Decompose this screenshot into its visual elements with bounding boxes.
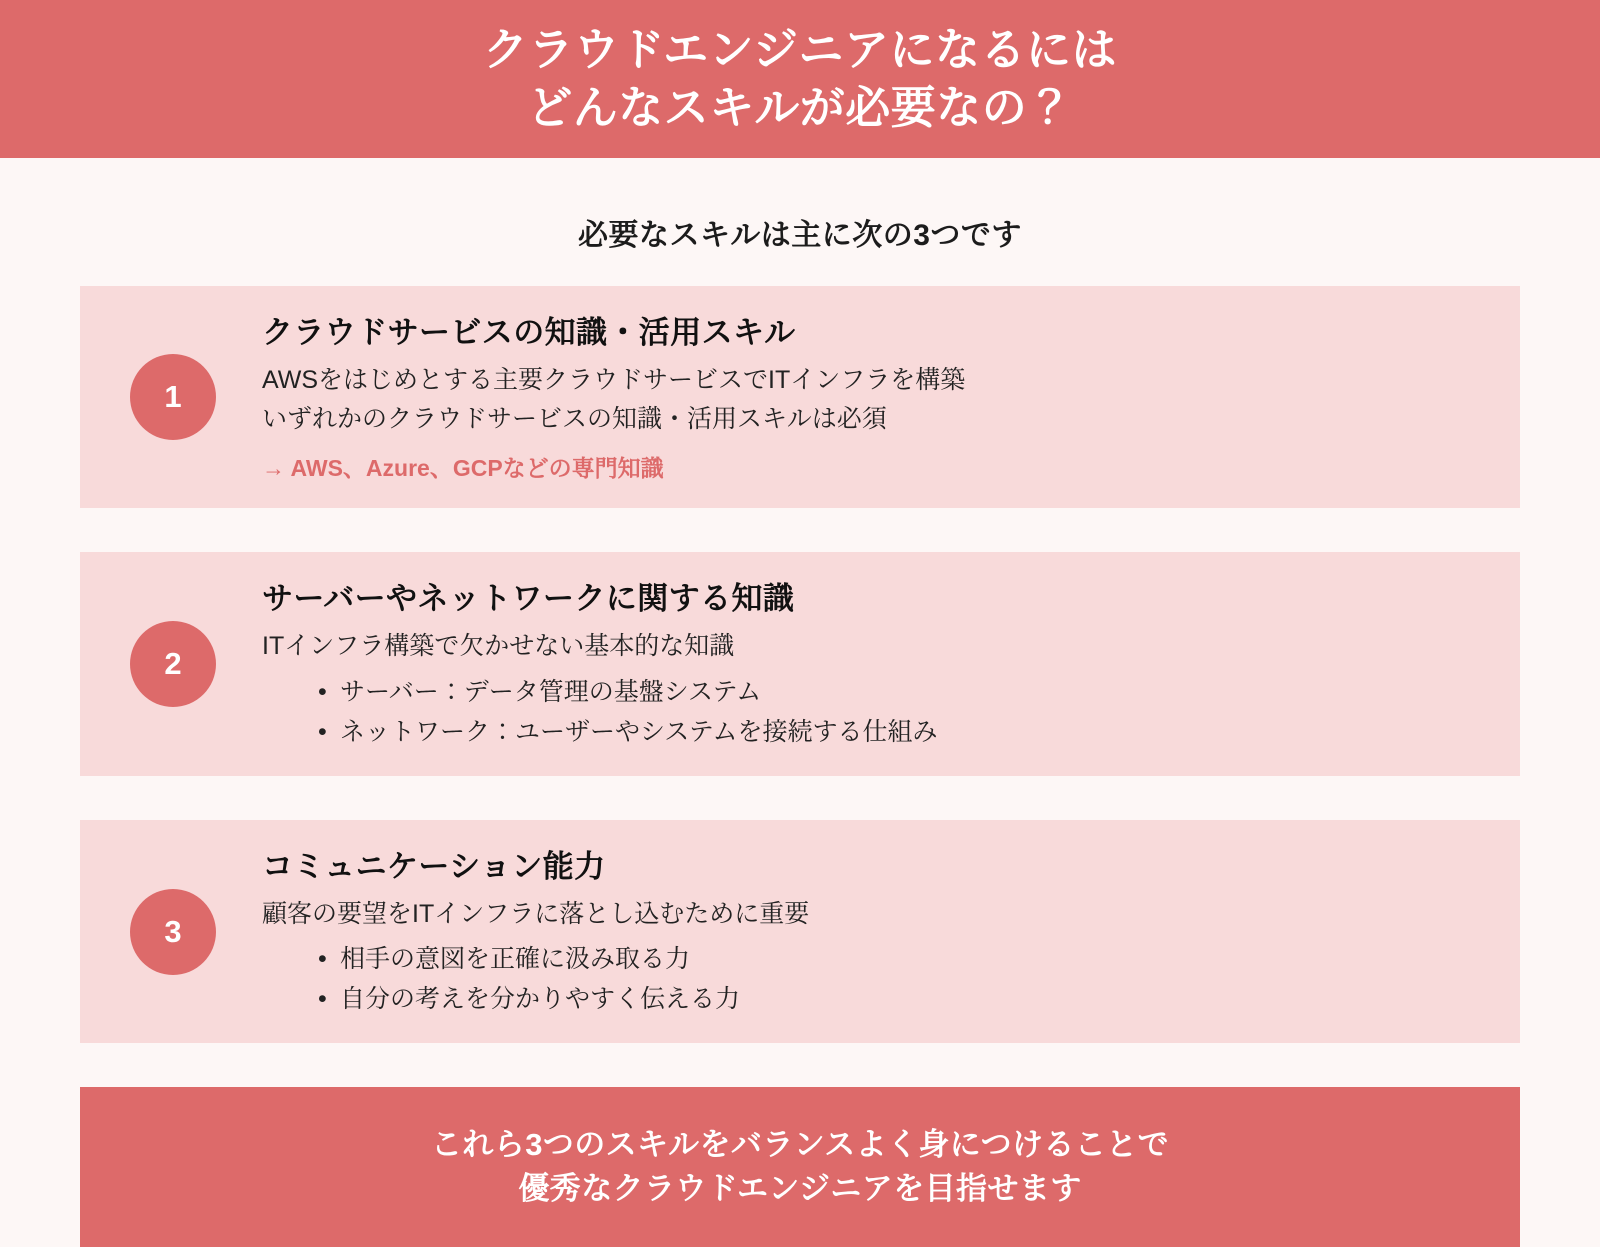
skill-bullet-item: • ネットワーク：ユーザーやシステムを接続する仕組み <box>318 712 1480 752</box>
header-title-line1: クラウドエンジニアになるには <box>482 24 1118 76</box>
skill-description-line1: AWSをはじめとする主要クラウドサービスでITインフラを構築 <box>262 365 966 394</box>
skill-description-line2: いずれかのクラウドサービスの知識・活用スキルは必須 <box>262 404 887 433</box>
footer-banner <box>80 1087 1520 1247</box>
skill-bullet-list <box>262 939 1480 1019</box>
skill-title: サーバーやネットワークに関する知識 <box>262 581 795 617</box>
skill-card <box>80 286 1520 508</box>
skill-bullet-item: • 相手の意図を正確に汲み取る力 <box>318 939 1480 979</box>
skill-note: → AWS、Azure、GCPなどの専門知識 <box>262 455 664 482</box>
skill-description-line1: 顧客の要望をITインフラに落とし込むために重要 <box>262 899 810 928</box>
skill-number-badge: 1 <box>130 354 216 440</box>
skill-bullet-list <box>262 672 1480 752</box>
header-banner <box>0 0 1600 158</box>
skill-description-line1: ITインフラ構築で欠かせない基本的な知識 <box>262 632 735 661</box>
skill-card <box>80 552 1520 776</box>
skill-card <box>80 820 1520 1044</box>
skill-card-list <box>0 286 1600 1043</box>
subtitle: 必要なスキルは主に次の3つです <box>578 219 1022 252</box>
skill-title: コミュニケーション能力 <box>262 848 606 884</box>
skill-title: クラウドサービスの知識・活用スキル <box>262 315 796 350</box>
footer-line2: 優秀なクラウドエンジニアを目指せます <box>518 1171 1082 1207</box>
header-title-line2: どんなスキルが必要なの？ <box>527 82 1073 133</box>
footer-line1: これら3つのスキルをバランスよく身につけることで <box>431 1126 1169 1162</box>
skill-number-badge: 2 <box>130 621 216 707</box>
skill-bullet-item: • サーバー：データ管理の基盤システム <box>318 672 1480 712</box>
skill-bullet-item: • 自分の考えを分かりやすく伝える力 <box>318 979 1480 1019</box>
skill-number-badge: 3 <box>130 889 216 975</box>
